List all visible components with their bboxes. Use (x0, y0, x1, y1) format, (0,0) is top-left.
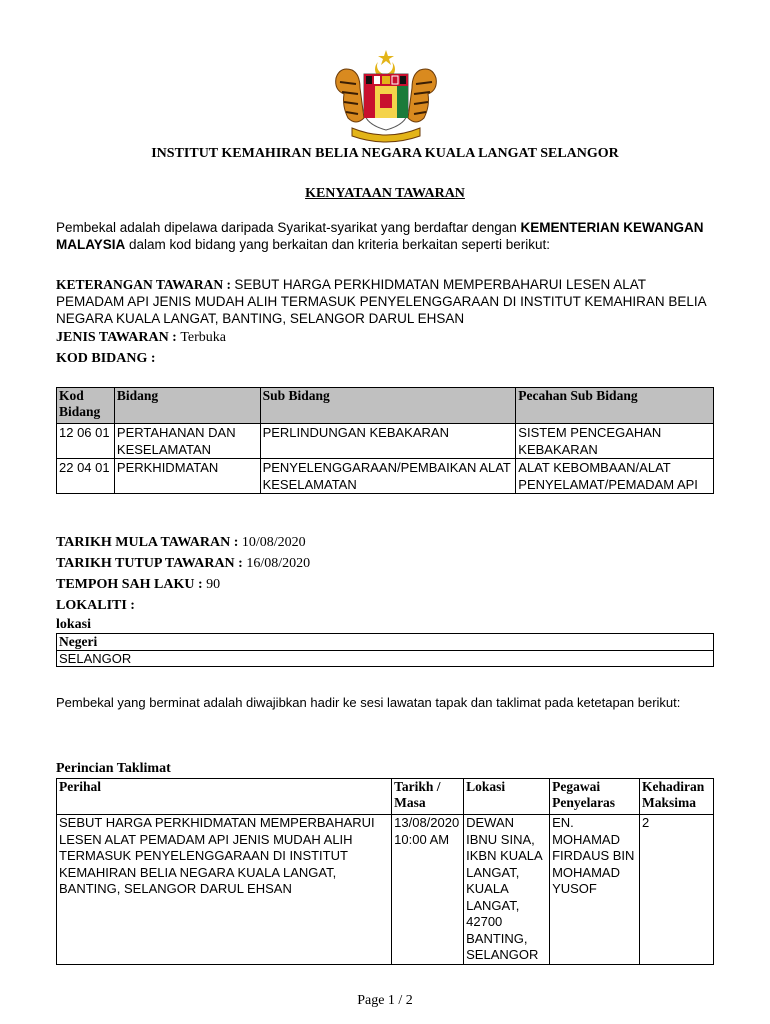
jenis-value: Terbuka (180, 330, 227, 345)
table-cell: SEBUT HARGA PERKHIDMATAN MEMPERBAHARUI LESEN ALAT PEMADAM API JENIS MUDAH ALIH TERMASUK PENYELENGGARAAN DI INSTITUT KEMAHIRAN BELIA NEGARA KUALA LANGAT, BANTING, SELANGOR DARUL EHSAN (57, 815, 392, 965)
tarikh-tutup-label: TARIKH TUTUP TAWARAN : (56, 556, 247, 571)
column-header: Negeri (57, 634, 714, 651)
taklimat-caption: Perincian Taklimat (56, 761, 171, 776)
intro-paragraph (56, 219, 714, 253)
page-number: Page 1 / 2 (357, 993, 413, 1008)
table-cell: SELANGOR (57, 651, 714, 667)
column-header: Bidang (114, 388, 260, 424)
lokaliti-label: LOKALITI : (56, 598, 135, 613)
tarikh-mula-label: TARIKH MULA TAWARAN : (56, 535, 242, 550)
table-row (57, 459, 714, 494)
lokasi-caption: lokasi (56, 617, 92, 632)
column-header: Sub Bidang (260, 388, 516, 424)
document-page (56, 0, 714, 1024)
keterangan-label: KETERANGAN TAWARAN : (56, 277, 235, 292)
table-header-row (57, 388, 714, 424)
malaysia-coat-of-arms-icon (326, 48, 446, 144)
table-cell: SISTEM PENCEGAHAN KEBAKARAN (516, 424, 714, 459)
table-cell: 12 06 01 (57, 424, 115, 459)
table-cell: EN. MOHAMAD FIRDAUS BIN MOHAMAD YUSOF (550, 815, 640, 965)
keterangan-value: SEBUT HARGA PERKHIDMATAN MEMPERBAHARUI LESEN ALAT PEMADAM API JENIS MUDAH ALIH TERMASUK PENYELENGGARAAN DI INSTITUT KEMAHIRAN BELIA NEGARA KUALA LANGAT, BANTING, SELANGOR DARUL EHSAN (56, 277, 706, 326)
table-row (57, 651, 714, 667)
document-title: KENYATAAN TAWARAN (305, 186, 465, 201)
table-cell: PERKHIDMATAN (114, 459, 260, 494)
column-header: Lokasi (464, 779, 550, 815)
tarikh-mula-value: 10/08/2020 (241, 535, 306, 550)
column-header: Pecahan Sub Bidang (516, 388, 714, 424)
table-cell: DEWAN IBNU SINA, IKBN KUALA LANGAT, KUALA LANGAT, 42700 BANTING, SELANGOR (464, 815, 550, 965)
intro-text-before: Pembekal adalah dipelawa daripada Syarikat-syarikat yang berdaftar dengan (56, 220, 521, 235)
taklimat-table (56, 778, 714, 965)
kod-bidang-label: KOD BIDANG : (56, 351, 156, 366)
tempoh-value: 90 (206, 577, 221, 592)
jenis-tawaran (56, 330, 226, 346)
intro-text-after: dalam kod bidang yang berkaitan dan kriteria berkaitan seperti berikut: (125, 237, 551, 252)
table-cell: 22 04 01 (57, 459, 115, 494)
kod-bidang-table (56, 387, 714, 494)
column-header: Pegawai Penyelaras (550, 779, 640, 815)
tarikh-tutup (56, 556, 310, 572)
ministry-name: KEMENTERIAN KEWANGAN MALAYSIA (56, 220, 704, 252)
table-cell: 2 (640, 815, 714, 965)
lokasi-table (56, 633, 714, 667)
column-header: Perihal (57, 779, 392, 815)
table-cell: 13/08/2020 10:00 AM (392, 815, 464, 965)
offer-description (56, 276, 714, 327)
table-cell: PERTAHANAN DAN KESELAMATAN (114, 424, 260, 459)
tarikh-mula (56, 535, 306, 551)
column-header: Kod Bidang (57, 388, 115, 424)
table-row (57, 815, 714, 965)
table-cell: ALAT KEBOMBAAN/ALAT PENYELAMAT/PEMADAM API (516, 459, 714, 494)
column-header: Tarikh / Masa (392, 779, 464, 815)
table-header-row (57, 779, 714, 815)
tempoh-label: TEMPOH SAH LAKU : (56, 577, 207, 592)
table-row (57, 424, 714, 459)
notice-paragraph: Pembekal yang berminat adalah diwajibkan hadir ke sesi lawatan tapak dan taklimat pada ketetapan berikut: (56, 695, 681, 710)
institution-title: INSTITUT KEMAHIRAN BELIA NEGARA KUALA LANGAT SELANGOR (151, 146, 619, 161)
tarikh-tutup-value: 16/08/2020 (246, 556, 311, 571)
table-header-row (57, 634, 714, 651)
table-cell: PENYELENGGARAAN/PEMBAIKAN ALAT KESELAMATAN (260, 459, 516, 494)
table-cell: PERLINDUNGAN KEBAKARAN (260, 424, 516, 459)
jenis-label: JENIS TAWARAN : (56, 330, 181, 345)
tempoh-sah-laku (56, 577, 220, 593)
column-header: Kehadiran Maksima (640, 779, 714, 815)
